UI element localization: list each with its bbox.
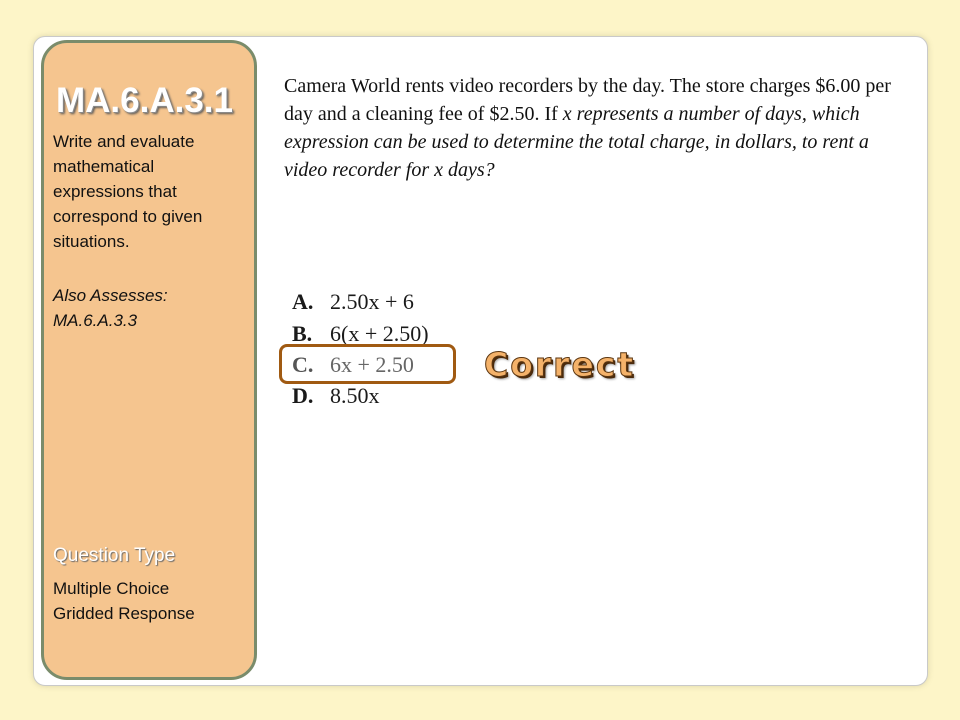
- choice-a[interactable]: [292, 287, 414, 317]
- standard-description: Write and evaluate mathematical expressions that correspond to given situations.: [53, 132, 203, 251]
- choice-letter: C.: [292, 352, 314, 377]
- question-text-part: Camera World rents video recorders by the day. The store charges $6.00 per day and a cleaning fee of $2.50. If: [284, 75, 891, 125]
- choice-text: 6x + 2.50: [330, 352, 414, 377]
- choice-text: 8.50x: [330, 383, 380, 408]
- standard-code: MA.6.A.3.1: [56, 81, 233, 120]
- choice-letter: A.: [292, 289, 314, 314]
- question-variable: x: [562, 103, 572, 125]
- result-label: Correct: [484, 345, 636, 384]
- also-assesses-label: Also Assesses:: [53, 286, 168, 305]
- choice-letter: D.: [292, 383, 314, 408]
- choice-d[interactable]: [292, 381, 380, 411]
- choice-letter: B.: [292, 321, 313, 346]
- also-assesses-value: MA.6.A.3.3: [53, 311, 138, 330]
- question-type-item: Multiple Choice: [53, 579, 170, 598]
- choice-text: 6(x + 2.50): [330, 321, 429, 346]
- question-type-item: Gridded Response: [53, 604, 195, 623]
- selected-answer-highlight: [279, 344, 456, 384]
- choice-text: 2.50x + 6: [330, 289, 414, 314]
- question-text-part: represents a number of days, which expression can be used to determine the total charge, in dollars, to rent a video recorder for x days?: [284, 103, 869, 181]
- standard-sidebar: [41, 40, 257, 680]
- question-text: [284, 72, 894, 184]
- question-type-heading: Question Type: [53, 545, 176, 566]
